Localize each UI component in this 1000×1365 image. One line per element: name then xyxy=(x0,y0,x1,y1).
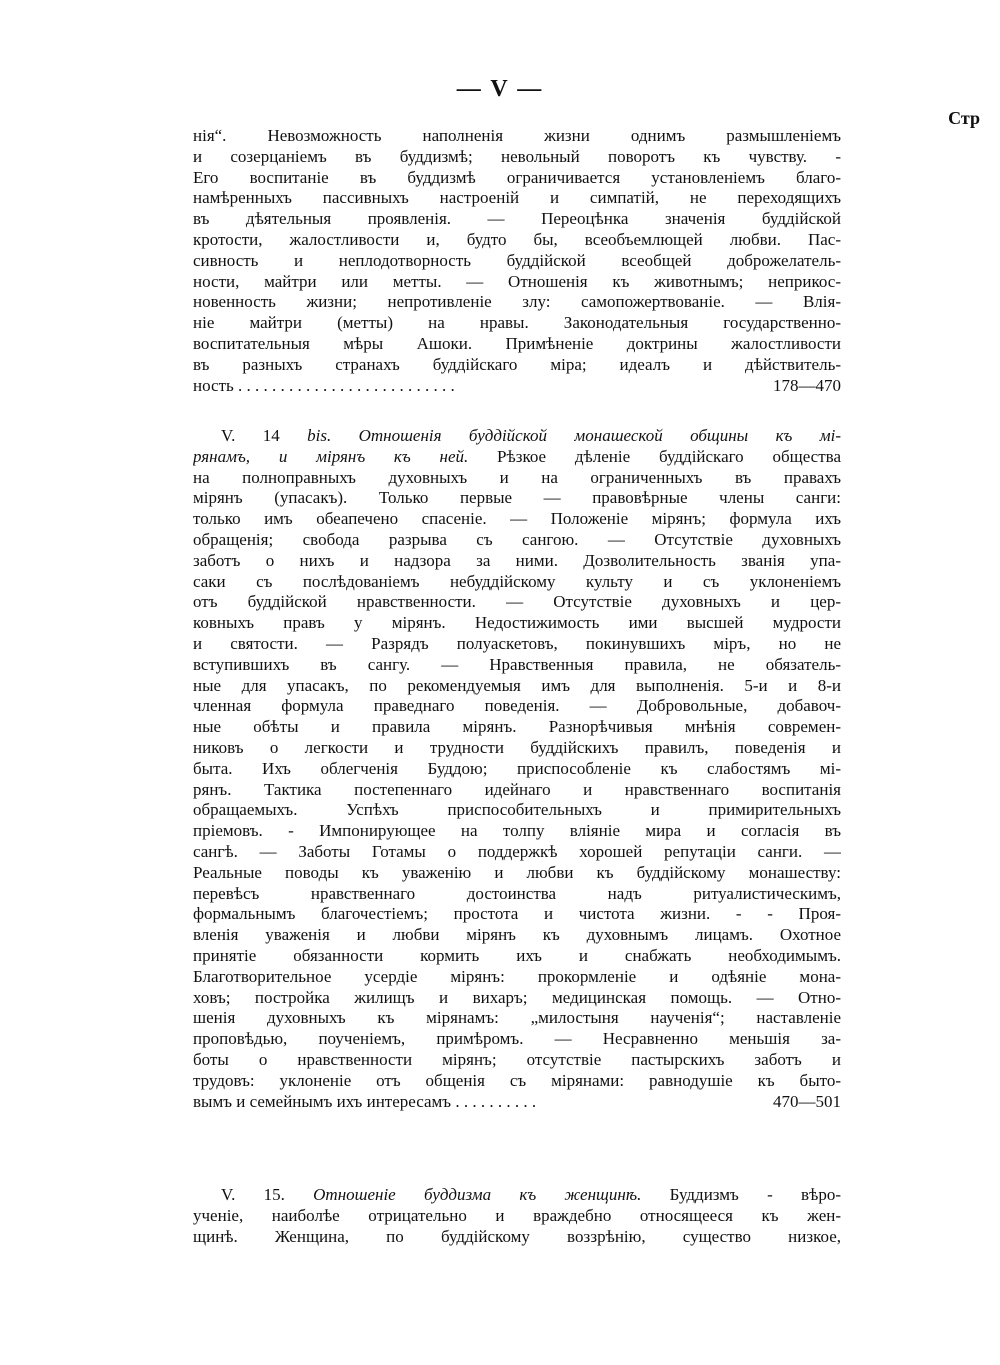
text-line: обращенія; свобода разрыва съ сангою. — Отсутствіе духовныхъ xyxy=(193,529,841,549)
text-line: только имъ обеапечено спасеніе. — Положеніе мірянъ; формула ихъ xyxy=(193,509,841,529)
text-line: вступившихъ въ сангу. — Нравственныя правила, не обязатель- xyxy=(193,654,841,674)
entry-heading-line xyxy=(193,447,841,468)
entry-last-line xyxy=(193,376,841,397)
text-line: и святости. — Разрядъ полуаскетовъ, покинувшихъ міръ, но не xyxy=(193,633,841,653)
text-line: вленія уваженія и любви мірянъ къ духовнымъ лицамъ. Охотное xyxy=(193,925,841,945)
text-line: рянъ. Тактика постепеннаго идейнаго и нравственнаго воспитанія xyxy=(193,779,841,799)
text-line: кротости, жалостливости и, будто бы, всеобъемлющей любви. Пас- xyxy=(193,229,841,249)
entry-heading-line xyxy=(193,1185,841,1206)
text-line: воспитательныя мѣры Ашоки. Примѣненіе доктрины жалостливости xyxy=(193,333,841,353)
text-line: въ дѣятельныя проявленія. — Переоцѣнка значенія буддійской xyxy=(193,209,841,229)
pages-column-label: Стр xyxy=(948,108,980,128)
toc-entry-continuation xyxy=(193,126,841,396)
entry-number: V. 14 xyxy=(221,426,308,445)
text-line: трудовъ: уклоненіе отъ общенія съ мірянами: равнодушіе къ быто- xyxy=(193,1070,841,1090)
text-line: въ разныхъ странахъ буддійскаго міра; идеалъ и дѣйствитель- xyxy=(193,354,841,374)
text-line: новенность жизни; непротивленіе злу: самопожертвованіе. — Влія- xyxy=(193,292,841,312)
text-line: ности, майтри или метты. — Отношенія къ животнымъ; неприкос- xyxy=(193,271,841,291)
page-number-marker: — V — xyxy=(456,76,544,102)
text-line: сангѣ. — Заботы Готамы о поддержкѣ хорошей репутаціи санги. — xyxy=(193,841,841,861)
text-line: Реальные поводы къ уваженію и любви къ буддійскому монашеству: xyxy=(193,862,841,882)
text-line: быта. Ихъ облегченія Буддою; приспособленіе къ слабостямъ мі- xyxy=(193,758,841,778)
text-line: намѣренныхъ пассивныхъ настроеній и симпатій, не переходящихъ xyxy=(193,188,841,208)
text-line: ученіе, наиболѣе отрицательно и враждебно относящееся къ жен- xyxy=(193,1205,841,1225)
text-line: членная формула праведнаго поведенія. — Добровольные, добавоч- xyxy=(193,696,841,716)
toc-entry-v14bis xyxy=(193,426,841,1112)
text-line: сивность и неплодотворность буддійской всеобщей доброжелатель- xyxy=(193,250,841,270)
text-line: Рѣзкое дѣленіе буддійскаго общества xyxy=(468,446,841,466)
text-line: обращаемыхъ. Успѣхъ приспособительныхъ и примирительныхъ xyxy=(193,800,841,820)
text-line: Его воспитаніе въ буддизмѣ ограничивается установленіемъ благо- xyxy=(193,167,841,187)
entry-title: Отношеніе буддизма къ женщинѣ. xyxy=(313,1185,642,1204)
text-line: формальнымъ благочестіемъ; простота и чистота жизни. - - Проя- xyxy=(193,904,841,924)
text-line: проповѣдью, поученіемъ, примѣромъ. — Несравненно меньшія за- xyxy=(193,1029,841,1049)
text-line: щинѣ. Женщина, по буддійскому воззрѣнію, существо низкое, xyxy=(193,1226,841,1246)
entry-last-line xyxy=(193,1092,841,1113)
text-line: саки съ послѣдованіемъ небуддійскому культу и съ уклоненіемъ xyxy=(193,571,841,591)
text-line: принятіе обязанности кормить ихъ и снабжать необходимымъ. xyxy=(193,945,841,965)
text-line: Буддизмъ - вѣро- xyxy=(641,1185,841,1204)
text-line: мірянъ (упасакъ). Только первые — правовѣрные члены санги: xyxy=(193,488,841,508)
text-line: ные обѣты и правила мірянъ. Разнорѣчивыя мнѣнія современ- xyxy=(193,717,841,737)
entry-title: bis. Отношенія буддійской монашеской общины къ мі- xyxy=(307,426,841,445)
text-line: нія“. Невозможность наполненія жизни однимъ размышленіемъ xyxy=(193,126,841,145)
text-line: ные для упасакъ, по рекомендуемыя имъ для выполненія. 5-и и 8-и xyxy=(193,675,841,695)
entry-heading-line xyxy=(193,426,841,447)
text-line: ніе майтри (метты) на нравы. Законодательныя государственно- xyxy=(193,313,841,333)
dot-leader-text: вымъ и семейнымъ ихъ интересамъ . . . . . . . . . . xyxy=(193,1091,537,1111)
text-line: Благотворительное усердіе мірянъ: прокормленіе и одѣяніе мона- xyxy=(193,966,841,986)
entry-number: V. 15. xyxy=(221,1185,314,1204)
text-line: шенія духовныхъ къ мірянамъ: „милостыня наученія“; наставленіе xyxy=(193,1008,841,1028)
text-line: отъ буддійской нравственности. — Отсутствіе духовныхъ и цер- xyxy=(193,592,841,612)
text-line: заботъ о нихъ и надзора за ними. Дозволительность званія упа- xyxy=(193,550,841,570)
text-line: перевѣсъ нравственнаго достоинства надъ ритуалистическимъ, xyxy=(193,883,841,903)
page-range: 178—470 xyxy=(773,375,841,395)
text-line: ховъ; постройка жилищъ и вихаръ; медицинская помощь. — Отно- xyxy=(193,987,841,1007)
text-line: боты о нравственности мірянъ; отсутствіе пастырскихъ заботъ и xyxy=(193,1049,841,1069)
text-line: на полноправныхъ духовныхъ и на ограниченныхъ въ правахъ xyxy=(193,467,841,487)
text-line: и созерцаніемъ въ буддизмѣ; невольный поворотъ къ чувству. - xyxy=(193,146,841,166)
dot-leader-text: ность . . . . . . . . . . . . . . . . . . . . . . . . . . xyxy=(193,375,455,395)
text-line: пріемовъ. - Импонирующее на толпу вліяніе мира и согласія въ xyxy=(193,821,841,841)
text-line: никовъ о легкости и трудности буддійскихъ правилъ, поведенія и xyxy=(193,737,841,757)
entry-title: рянамъ, и мірянъ къ ней. xyxy=(193,446,469,466)
page-range: 470—501 xyxy=(773,1091,841,1111)
toc-entry-v15 xyxy=(193,1185,841,1247)
text-line: ковныхъ правъ у мірянъ. Недостижимость ими высшей мудрости xyxy=(193,613,841,633)
